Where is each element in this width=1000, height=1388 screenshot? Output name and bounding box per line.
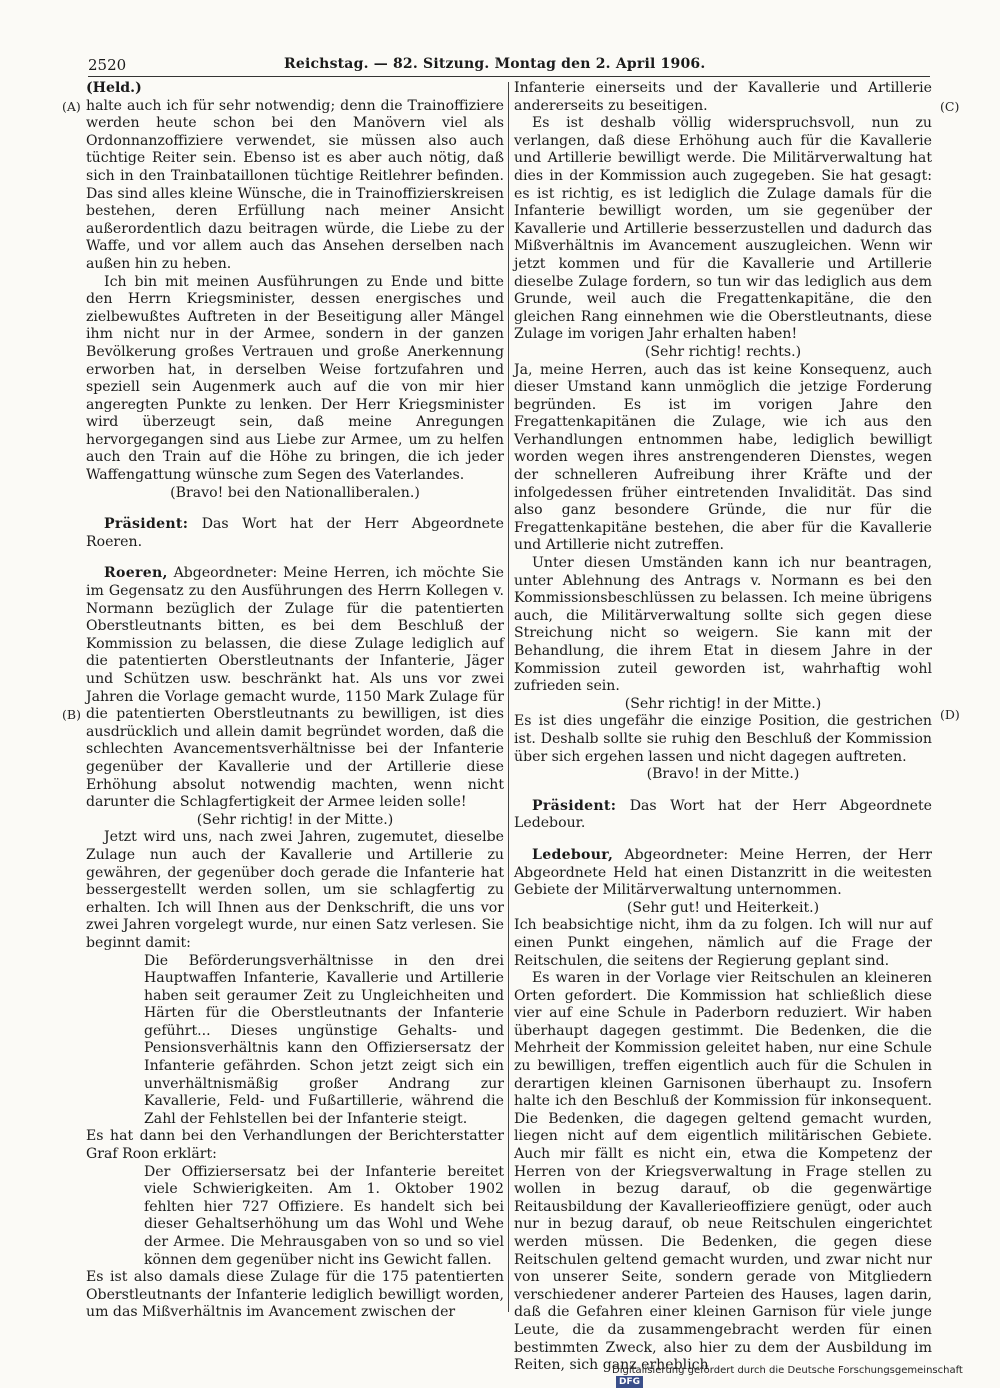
margin-marker-d: (D)	[940, 707, 960, 722]
margin-marker-b: (B)	[62, 707, 81, 722]
speaker-name: Präsident:	[532, 797, 617, 814]
margin-marker-c: (C)	[940, 99, 960, 114]
speaker-paragraph	[514, 847, 932, 900]
dfg-logo: DFG	[616, 1376, 643, 1388]
paragraph: halte auch ich für sehr notwendig; denn die Trainoffiziere werden heute schon bei den Manövern viel als Ordonnanzoffiziere verwendet, sie müssen also auch tüchtige Reiter sein. Ebenso ist es aber auch nötig, daß sich in den Trainbataillonen tüchtige Reitlehrer befinden. Das sind alles kleine Wünsche, die in Trainoffizierskreisen bestehen, deren Erfüllung nach meiner Ansicht außerordentlich dazu beitragen würde, die Liebe zu der Waffe, und vor allem auch das Ansehen derselben nach außen hin zu heben.	[86, 97, 504, 272]
interjection: (Sehr richtig! rechts.)	[644, 343, 802, 360]
interjection: (Bravo! bei den Nationalliberalen.)	[170, 484, 420, 501]
running-head: Reichstag. — 82. Sitzung. Montag den 2. April 1906.	[284, 56, 706, 72]
margin-marker-a: (A)	[62, 99, 81, 114]
paragraph: (Held.)	[86, 80, 142, 96]
speaker-name: Präsident:	[104, 516, 189, 533]
speech-text: Das Wort hat der Herr Abgeordnete Ledebour.	[514, 797, 932, 832]
quotation: Der Offiziersersatz bei der Infanterie bereitet viele Schwierigkeiten. Am 1. Oktober 1902 fehlten hier 727 Offiziere. Es handelt sich bei dieser Gehaltserhöhung um das Wohl und Wehe der Armee. Die Mehrausgaben von so und so viel können dem gegenüber nicht ins Gewicht fallen.	[144, 1163, 504, 1268]
column-divider	[508, 82, 509, 1312]
page-number: 2520	[88, 56, 127, 74]
speech-text: Abgeordneter: Meine Herren, der Herr Abgeordnete Held hat einen Distanzritt in die weitesten Gebiete der Militärverwaltung unternommen.	[514, 846, 932, 899]
speaker-name: Roeren,	[104, 565, 168, 582]
header-rule	[88, 76, 930, 77]
paragraph: Es waren in der Vorlage vier Reitschulen an kleineren Orten gefordert. Die Kommission hat schließlich diese vier auf eine Schule in Paderborn reduziert. Wir haben überhaupt dagegen gestimmt. Die Bedenken, die die Mehrheit der Kommission geleitet haben, nur eine Schule zu bewilligen, treffen eigentlich auch für die Schulen in derartigen kleinen Garnisonen überhaupt zu. Insofern halte ich den Beschluß der Kommission für inkonsequent. Die Bedenken, die dagegen geltend gemacht wurden, liegen nicht auf dem eigentlich militärischen Gebiete. Auch mir fällt es nicht ein, etwa die Kompetenz der Herren von der Kriegsverwaltung in Frage stellen zu wollen in bezug darauf, ob die gegenwärtige Reitausbildung der Kavallerieoffiziere genügt, oder auch nur in bezug darauf, ob neue Reitschulen eingerichtet werden müssen. Die Bedenken, die gegen diese Reitschulen geltend gemacht wurden, und zwar nicht nur von unserer Seite, sondern gerade von Mitgliedern verschiedener anderer Parteien des Hauses, lagen darin, daß die Gefahren einer kleinen Garnison für viele junge Leute, die da zusammengebracht werden für einen bestimmten Zweck, also hier zu dem der Ausbildung im Reiten, sich ganz erheblich	[514, 970, 932, 1374]
speaker-paragraph	[86, 516, 504, 551]
paragraph: Unter diesen Umständen kann ich nur beantragen, unter Ablehnung des Antrags v. Normann es bei den Kommissionsbeschlüssen zu belassen. Ich meine übrigens auch, die Militärverwaltung sollte sich gegen diese Streichung nicht so weigern. Sie kann mit der Behandlung, die ihrem Etat in diesem Jahre in der Kommission zuteil geworden ist, wahrhaftig wohl zufrieden sein.	[514, 555, 932, 695]
interjection: (Bravo! in der Mitte.)	[646, 766, 800, 783]
paragraph: Es ist also damals diese Zulage für die 175 patentierten Oberstleutnants der Infanterie lediglich bewilligt worden, um das Mißverhältnis im Avancement zwischen der	[86, 1269, 504, 1321]
speech-text: Das Wort hat der Herr Abgeordnete Roeren.	[86, 516, 504, 550]
paragraph: Es ist deshalb völlig widerspruchsvoll, nun zu verlangen, daß diese Erhöhung auch für die Kavallerie und Artillerie bewilligt werde. Die Militärverwaltung hat dies in der Kommission auch zugegeben. Sie hat gesagt: es ist richtig, es ist lediglich die Zulage damals für die Infanterie bewilligt worden, um sie gegenüber der Kavallerie und Artillerie besserzustellen und dadurch das Mißverhältnis im Avancement auszugleichen. Wenn wir jetzt kommen und für die Kavallerie und Artillerie dieselbe Zulage fordern, so tun wir das lediglich aus dem Grunde, weil auch die Fregattenkapitäne, die den gleichen Rang einnehmen wie die Oberstleutnants, diese Zulage im vorigen Jahr erhalten haben!	[514, 115, 932, 343]
speaker-paragraph	[86, 565, 504, 811]
interjection: (Sehr gut! und Heiterkeit.)	[626, 899, 820, 916]
paragraph: Ich bin mit meinen Ausführungen zu Ende und bitte den Herrn Kriegsminister, dessen energisches und zielbewußtes Auftreten in der Beseitigung aller Mängel ihm nicht nur in der Armee, sondern in der ganzen Bevölkerung großes Vertrauen und große Anerkennung erworben hat, in derselben Weise fortzufahren und speziell sein Augenmerk auch auf die von mir hier angeregten Punkte zu lenken. Der Herr Kriegsminister wird überzeugt sein, daß meine Anregungen hervorgegangen sind aus Liebe zur Armee, um zu helfen auch den Train auf die Höhe zu bringen, die ich jeder Waffengattung wünsche zum Segen des Vaterlandes.	[86, 273, 504, 484]
paragraph: Es ist dies ungefähr die einzige Position, die gestrichen ist. Deshalb sollte sie ruhig den Beschluß der Kommission über sich ergehen lassen und nicht dagegen auftreten.	[514, 713, 932, 765]
interjection: (Sehr richtig! in der Mitte.)	[196, 811, 394, 828]
paragraph: Ja, meine Herren, auch das ist keine Konsequenz, auch dieser Umstand kann unmöglich die jetzige Forderung begründen. Es ist im vorigen Jahre den Fregattenkapitänen die Zulage, wie ich aus den Verhandlungen entnommen habe, lediglich bewilligt worden wegen ihres anstrengenderen Dienstes, wegen der schnelleren Aufreibung ihrer Kräfte und der infolgedessen früher eintretenden Invalidität. Das sind also ganz besondere Gründe, die nur für die Fregattenkapitäne bestehen, die aber für die Kavallerie und Artillerie nicht zutreffen.	[514, 361, 932, 554]
footer	[612, 1365, 990, 1387]
paragraph: Infanterie einerseits und der Kavallerie und Artillerie andererseits zu beseitigen.	[514, 80, 932, 114]
quotation: Die Beförderungsverhältnisse in den drei Hauptwaffen Infanterie, Kavallerie und Artillerie haben seit geraumer Zeit zu Ungleichheiten und Härten für die Oberstleutnants der Infanterie geführt... Dieses ungünstige Gehalts- und Pensionsverhältnis kann den Offiziersersatz der Infanterie gefährden. Schon jetzt zeigt sich ein unverhältnismäßig großer Andrang zur Kavallerie, Feld- und Fußartillerie, während die Zahl der Fehlstellen bei der Infanterie steigt.	[144, 952, 504, 1127]
speech-text: Abgeordneter: Meine Herren, ich möchte Sie im Gegensatz zu den Ausführungen des Herrn Kollegen v. Normann bezüglich der Zulage für die patentierten Oberstleutnants bitten, es bei dem Beschluß der Kommission zu belassen, die diese Zulage lediglich auf die patentierten Oberstleutnants der Infanterie, Jäger und Schützen usw. beschränkt hat. Als uns vor zwei Jahren die Vorlage gemacht wurde, 1150 Mark Zulage für die patentierten Oberstleutnants zu bewilligen, ist dies ausdrücklich und allein damit begründet worden, daß die schlechten Avancementsverhältnisse bei der Infanterie gegenüber der Kavallerie und der Artillerie diese Erhöhung absolut notwendig machten, wenn nicht darunter die Schlagfertigkeit der Armee leiden solle!	[86, 565, 504, 811]
paragraph: Es hat dann bei den Verhandlungen der Berichterstatter Graf Roon erklärt:	[86, 1128, 504, 1163]
paragraph: Ich beabsichtige nicht, ihm da zu folgen. Ich will nur auf einen Punkt eingehen, nämlich auf die Frage der Reitschulen, die seitens der Regierung geplant sind.	[514, 917, 932, 969]
left-column	[86, 80, 504, 1321]
interjection: (Sehr richtig! in der Mitte.)	[624, 695, 822, 712]
paragraph: Jetzt wird uns, nach zwei Jahren, zugemutet, dieselbe Zulage nun auch der Kavallerie und Artillerie zu gewähren, der gegenüber doch gerade die Infanterie hat bessergestellt werden sollen, um sie schlagfertig zu erhalten. Ich will Ihnen aus der Denkschrift, die uns vor zwei Jahren vorgelegt wurde, nur einen Satz verlesen. Sie beginnt damit:	[86, 829, 504, 951]
page-header	[88, 52, 928, 78]
speaker-paragraph	[514, 798, 932, 833]
speaker-name: Ledebour,	[532, 846, 614, 863]
footer-credit: Digitalisierung gefördert durch die Deutsche Forschungsgemeinschaft	[612, 1365, 963, 1376]
